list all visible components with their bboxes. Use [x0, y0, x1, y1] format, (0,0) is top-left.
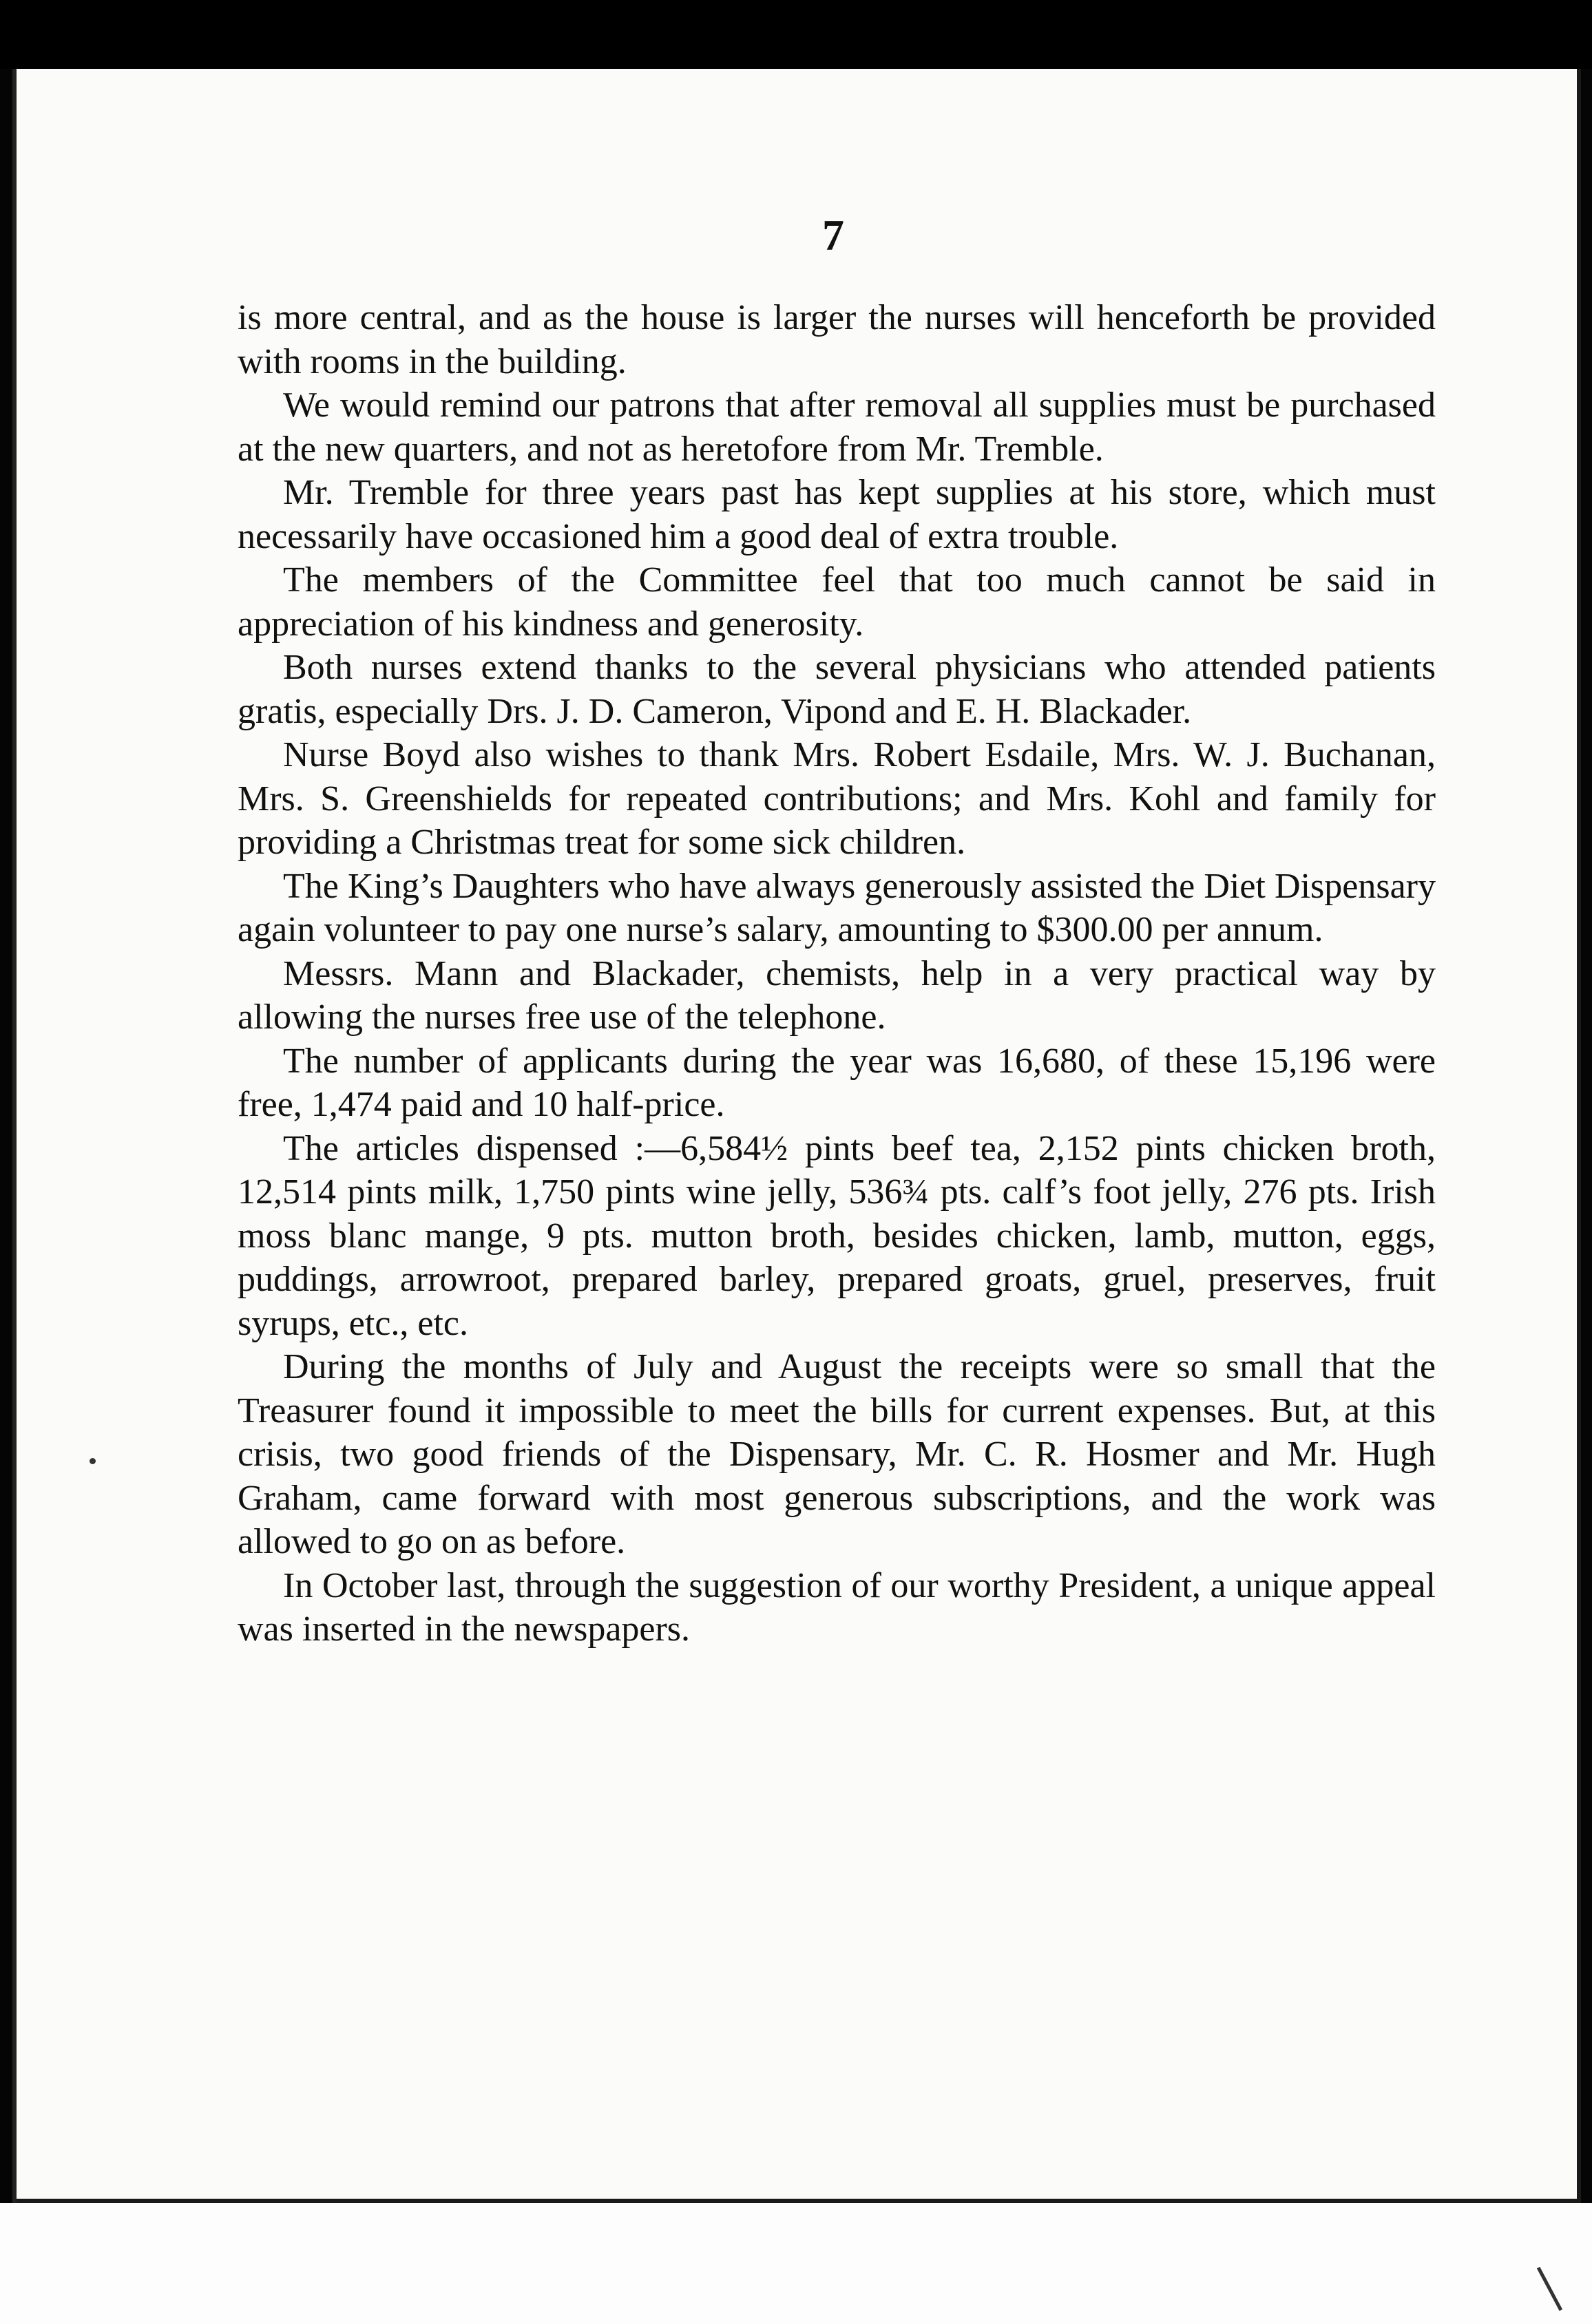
paragraph: The King’s Daughters who have always generously assisted the Diet Dispensary again volunteer to pay one nurse’s salary, amounting to $300.00 per annum. — [238, 866, 1436, 949]
body-text — [238, 296, 1436, 1651]
paragraph: We would remind our patrons that after removal all supplies must be purchased at the new quarters, and not as heretofore from Mr. Tremble. — [238, 385, 1436, 469]
scan-top-border — [0, 0, 1592, 69]
paragraph: is more central, and as the house is larger the nurses will henceforth be provided with rooms in the building. — [238, 298, 1436, 381]
paragraph: Messrs. Mann and Blackader, chemists, help in a very practical way by allowing the nurses free use of the telephone. — [238, 953, 1436, 1037]
paragraph: Mr. Tremble for three years past has kept supplies at his store, which must necessarily have occasioned him a good deal of extra trouble. — [238, 473, 1436, 556]
paragraph: The number of applicants during the year was 16,680, of these 15,196 were free, 1,474 paid and 10 half-price. — [238, 1041, 1436, 1124]
paragraph: Nurse Boyd also wishes to thank Mrs. Robert Esdaile, Mrs. W. J. Buchanan, Mrs. S. Greenshields for repeated contributions; and Mrs. Kohl and family for providing a Christmas treat for some sick children. — [238, 735, 1436, 862]
page-left-edge — [12, 69, 17, 2203]
scan-speck — [90, 1458, 96, 1464]
page-number: 7 — [822, 211, 844, 260]
paragraph: During the months of July and August the receipts were so small that the Treasurer found it impossible to meet the bills for current expenses. But, at this crisis, two good friends of the Dispensary, Mr. C. R. Hosmer and Mr. Hugh Graham, came forward with most generous subscriptions, and the work was allowed to go on as before. — [238, 1347, 1436, 1561]
paragraph: Both nurses extend thanks to the several physicians who attended patients gratis, especially Drs. J. D. Cameron, Vipond and E. H. Blackader. — [238, 648, 1436, 731]
paragraph: In October last, through the suggestion of our worthy President, a unique appeal was inserted in the newspapers. — [238, 1565, 1436, 1649]
paragraph: The articles dispensed :—6,584½ pints beef tea, 2,152 pints chicken broth, 12,514 pints milk, 1,750 pints wine jelly, 536¾ pts. calf’s foot jelly, 276 pts. Irish moss blanc mange, 9 pts. mutton broth, besides chicken, lamb, mutton, eggs, puddings, arrowroot, prepared barley, prepared groats, gruel, preserves, fruit syrups, etc., etc. — [238, 1128, 1436, 1343]
paragraph: The members of the Committee feel that too much cannot be said in appreciation of his kindness and generosity. — [238, 560, 1436, 644]
scan-bottom-margin — [0, 2203, 1592, 2324]
